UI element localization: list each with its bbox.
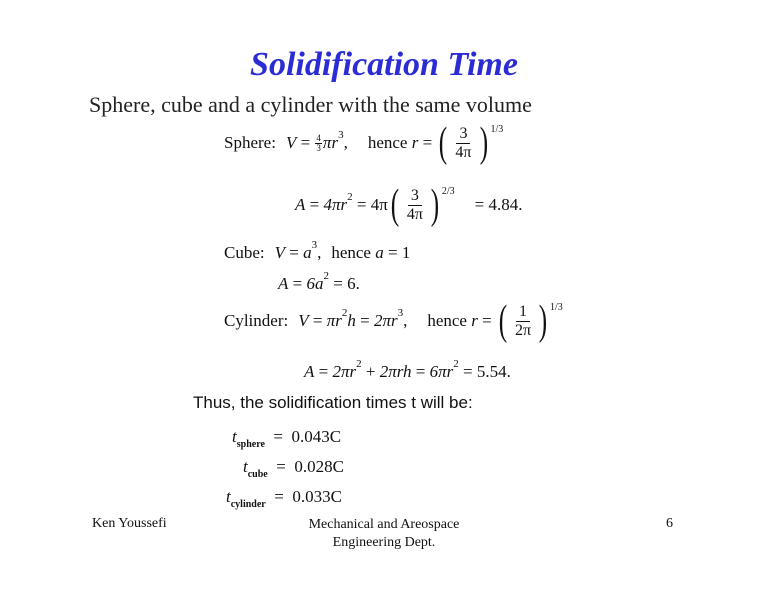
cylinder-r-den: 2π (514, 321, 532, 339)
cylinder-r-expression: ( $\frac{1}{2\pi}$ ) 1/3 (498, 298, 563, 344)
time-eq: = (276, 457, 286, 476)
cube-label: Cube: (224, 243, 265, 262)
time-eq: = (274, 487, 284, 506)
cylinder-a-eq1: = (318, 362, 329, 381)
cube-v-tail: , (317, 243, 322, 262)
sphere-a-eq1: = (309, 195, 320, 214)
cube-v-pow: 3 (311, 239, 318, 251)
time-sub: cylinder (230, 499, 266, 510)
sphere-v-tail: , (343, 133, 348, 152)
time-var: t (226, 487, 231, 506)
cylinder-volume-equation (224, 300, 563, 342)
time-var: t (243, 457, 248, 476)
sphere-r-expression: ( $\frac{3}{4\pi}$ ) 1/3 (439, 120, 504, 166)
cylinder-a-lhs: A (304, 362, 315, 381)
sphere-a-coef: 4π (370, 195, 388, 214)
sphere-r-den: 4π (455, 143, 472, 161)
sphere-a-den: 4π (406, 205, 423, 223)
cylinder-a-plus: + (365, 362, 376, 381)
sphere-a-frac (404, 187, 426, 223)
cube-area-equation (278, 270, 360, 294)
cylinder-r-frac (512, 303, 534, 339)
sphere-v-lhs: V (285, 133, 297, 152)
sphere-a-lhs: A (295, 195, 306, 214)
cube-a-var: a (375, 243, 384, 262)
sphere-v-coef-num: 4 (316, 132, 321, 143)
footer-dept-line1: Mechanical and Areospace (308, 517, 460, 532)
sphere-a-mid-pow: 2 (347, 191, 353, 203)
sphere-a-result: 4.84. (488, 195, 523, 214)
cylinder-a-result: 5.54. (476, 362, 511, 381)
cylinder-r-num: 1 (516, 303, 530, 322)
sphere-a-mid: 4πr (323, 195, 348, 214)
cylinder-v-eq2: = (360, 311, 370, 330)
sphere-a-eq2: = (356, 195, 367, 214)
cube-volume-equation (224, 239, 411, 263)
slide-title: Solidification Time (250, 46, 518, 83)
cube-area-eq2: = (333, 274, 343, 293)
cube-v-rhs: a (303, 243, 312, 262)
cylinder-a-t1: 2πr (332, 362, 357, 381)
sphere-a-exp: 2/3 (441, 186, 455, 197)
cylinder-v-part1-pow: 2 (341, 307, 348, 319)
time-sub: sphere (236, 439, 265, 450)
cylinder-a-t3-pow: 2 (453, 358, 459, 370)
cylinder-v-part1: πr (326, 311, 342, 330)
cube-area-mid: 6a (306, 274, 324, 293)
cube-a-val: 1 (401, 243, 411, 262)
sphere-hence: hence (367, 133, 408, 152)
cube-area-pow: 2 (323, 270, 329, 282)
time-value: 0.043C (291, 427, 342, 446)
sphere-r-eq: = (422, 133, 433, 152)
sphere-a-expression: ( $\frac{3}{4\pi}$ ) 2/3 (390, 182, 455, 228)
conclusion-text: Thus, the solidification times t will be: (193, 393, 473, 412)
footer-department (260, 516, 508, 551)
sphere-volume-equation (224, 122, 503, 164)
cube-a-eq: = (387, 243, 398, 262)
cylinder-r-var: r (471, 311, 478, 330)
cube-hence: hence (331, 243, 371, 262)
cylinder-a-t2: 2πrh (379, 362, 412, 381)
sphere-r-num: 3 (456, 125, 470, 144)
cube-v-lhs: V (274, 243, 285, 262)
cylinder-a-t1-pow: 2 (356, 358, 362, 370)
footer-dept-line2: Engineering Dept. (332, 534, 436, 550)
time-sub: cube (247, 469, 268, 480)
sphere-r-frac (452, 125, 474, 161)
sphere-r-var: r (411, 133, 419, 152)
footer-page-number: 6 (666, 516, 673, 531)
cylinder-v-part2: 2πr (373, 311, 398, 330)
cylinder-area-equation (304, 358, 511, 382)
sphere-area-equation (295, 184, 523, 226)
time-eq: = (273, 427, 283, 446)
cylinder-label: Cylinder: (224, 311, 289, 330)
time-sphere (232, 427, 342, 450)
sphere-v-eq: = (300, 133, 311, 152)
cylinder-hence: hence (427, 311, 467, 330)
cylinder-v-tail: , (403, 311, 408, 330)
cylinder-a-t3: 6πr (429, 362, 454, 381)
time-value: 0.028C (294, 457, 344, 476)
time-cylinder (226, 487, 342, 510)
cube-area-result: 6. (347, 274, 360, 293)
sphere-a-eq3: = (474, 195, 485, 214)
cylinder-a-eq2: = (415, 362, 426, 381)
footer-author: Ken Youssefi (92, 516, 167, 531)
sphere-a-num: 3 (408, 187, 422, 206)
cube-area-lhs: A (278, 274, 289, 293)
cylinder-a-eq3: = (463, 362, 473, 381)
cylinder-r-eq: = (482, 311, 492, 330)
sphere-r-exp: 1/3 (490, 124, 504, 135)
time-cube (243, 457, 344, 480)
time-value: 0.033C (292, 487, 342, 506)
sphere-v-coef (315, 134, 322, 153)
cylinder-v-part2-pow: 3 (397, 307, 404, 319)
sphere-v-rhs: πr (322, 133, 339, 152)
cube-area-eq1: = (292, 274, 303, 293)
sphere-v-coef-den: 3 (316, 142, 321, 153)
cylinder-r-exp: 1/3 (550, 302, 563, 313)
time-var: t (232, 427, 237, 446)
sphere-label: Sphere: (224, 133, 276, 152)
cube-v-eq: = (289, 243, 299, 262)
slide-subtitle: Sphere, cube and a cylinder with the same volume (89, 92, 532, 117)
sphere-v-pow: 3 (338, 129, 344, 141)
cylinder-v-lhs: V (298, 311, 309, 330)
cylinder-v-part1-h: h (347, 311, 356, 330)
cylinder-v-eq: = (312, 311, 323, 330)
